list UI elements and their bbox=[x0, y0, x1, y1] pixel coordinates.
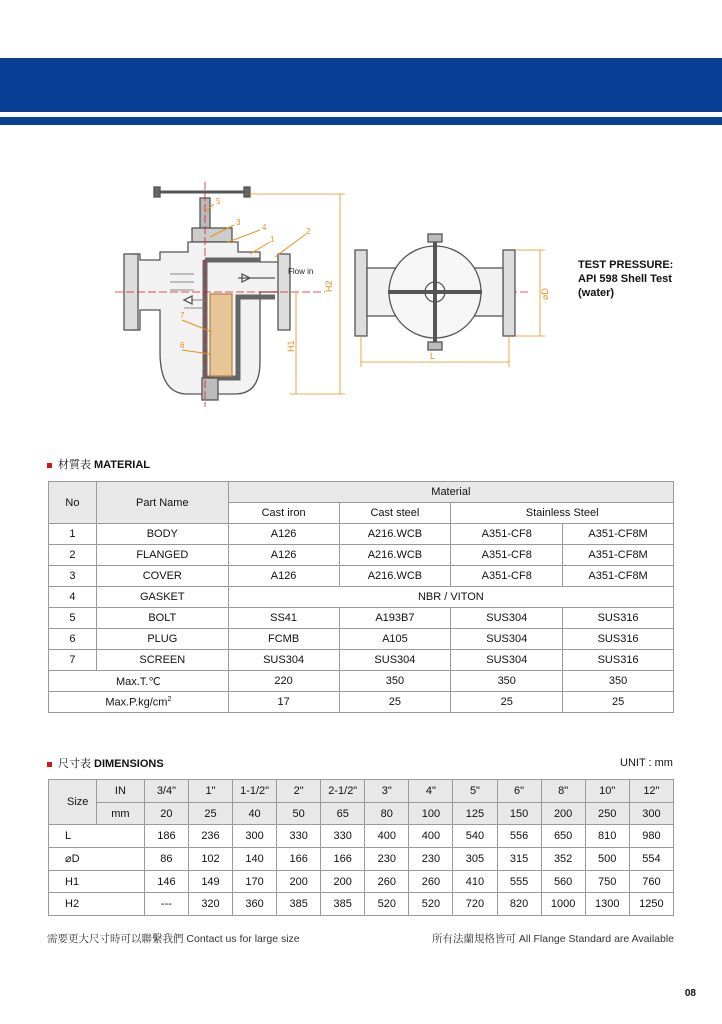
table-row: mm 20 25 40 50 65 80 100 125 150 200 250 300 bbox=[49, 802, 674, 825]
table-row: 2 FLANGED A126 A216.WCB A351-CF8 A351-CF8M bbox=[49, 545, 674, 566]
flange-standard-note: 所有法蘭規格皆可 All Flange Standard are Available bbox=[432, 933, 674, 945]
material-table bbox=[48, 481, 674, 713]
max-temp-label: Max.T.℃ bbox=[49, 671, 229, 692]
header-band bbox=[0, 58, 722, 112]
header-cast-iron: Cast iron bbox=[228, 503, 339, 524]
table-row: L 186 236 300 330 330 400 400 540 556 650 810 980 bbox=[49, 825, 674, 848]
test-pressure-note bbox=[578, 258, 718, 300]
test-pressure-line1: TEST PRESSURE: bbox=[578, 259, 674, 271]
callout-7: 7 bbox=[180, 311, 185, 320]
test-pressure-line2: API 598 Shell Test bbox=[578, 273, 672, 285]
table-row: H2 --- 320 360 385 385 520 520 720 820 1000 1300 1250 bbox=[49, 893, 674, 916]
flow-label: Flow in bbox=[288, 267, 314, 276]
dimensions-heading: 尺寸表 DIMENSIONS bbox=[47, 755, 164, 771]
page-number: 08 bbox=[684, 988, 696, 999]
table-row: Max.T.℃ 220 350 350 350 bbox=[49, 671, 674, 692]
table-row: 6 PLUG FCMB A105 SUS304 SUS316 bbox=[49, 629, 674, 650]
dim-l: L bbox=[430, 351, 436, 361]
dim-d: ⌀D bbox=[540, 288, 550, 300]
unit-label: UNIT : mm bbox=[620, 757, 673, 769]
large-size-note: 需要更大尺寸時可以聯繫我們 Contact us for large size bbox=[47, 933, 300, 945]
table-row: 3 COVER A126 A216.WCB A351-CF8 A351-CF8M bbox=[49, 566, 674, 587]
table-row: 7 SCREEN SUS304 SUS304 SUS304 SUS316 bbox=[49, 650, 674, 671]
size-label: Size bbox=[49, 780, 97, 825]
table-row: Size IN 3/4" 1" 1-1/2" 2" 2-1/2" 3" 4" 5" 6" 8" 10" 12" bbox=[49, 780, 674, 803]
header-material: Material bbox=[228, 482, 673, 503]
callout-4: 4 bbox=[262, 223, 267, 232]
table-row: H1 146 149 170 200 200 260 260 410 555 560 750 760 bbox=[49, 870, 674, 893]
header-no: No bbox=[49, 482, 97, 524]
callout-5: 5 bbox=[216, 197, 221, 206]
strainer-drawing bbox=[110, 182, 555, 410]
callout-3: 3 bbox=[236, 218, 241, 227]
callout-1: 1 bbox=[270, 235, 275, 244]
header-part-name: Part Name bbox=[96, 482, 228, 524]
table-row: $Max.P.kg/cm^2$ 17 25 25 25 bbox=[49, 692, 674, 713]
callout-2: 2 bbox=[306, 227, 311, 236]
header-stainless-steel: Stainless Steel bbox=[451, 503, 674, 524]
table-row: 1 BODY A126 A216.WCB A351-CF8 A351-CF8M bbox=[49, 524, 674, 545]
table-row: 5 BOLT SS41 A193B7 SUS304 SUS316 bbox=[49, 608, 674, 629]
bullet-icon bbox=[47, 762, 52, 767]
header-cast-steel: Cast steel bbox=[339, 503, 451, 524]
test-pressure-line3: (water) bbox=[578, 287, 615, 299]
table-row: 4 GASKET NBR / VITON bbox=[49, 587, 674, 608]
dimensions-table bbox=[48, 779, 674, 916]
dim-h1: H1 bbox=[286, 340, 296, 352]
header-stripe bbox=[0, 117, 722, 125]
table-row: ⌀D 86 102 140 166 166 230 230 305 315 352 500 554 bbox=[49, 848, 674, 871]
dim-h2: H2 bbox=[324, 280, 334, 292]
max-pressure-label: $Max.P.kg/cm^2$ bbox=[49, 692, 229, 713]
callout-6: 6 bbox=[180, 341, 185, 350]
material-heading: 材質表 MATERIAL bbox=[47, 456, 150, 472]
bullet-icon bbox=[47, 463, 52, 468]
